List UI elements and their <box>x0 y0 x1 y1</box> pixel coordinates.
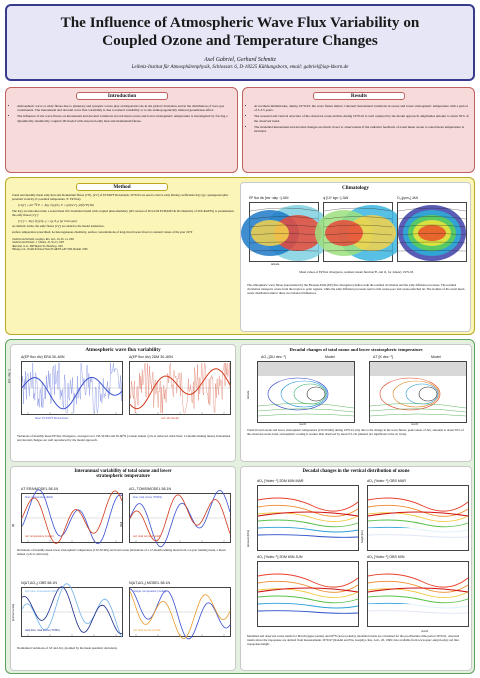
variability-box <box>10 344 236 462</box>
results-item: • The modelled interannual and decadal changes are much closer to observations if the radiative feedback of zonal mean ozone to zonal mean temperature is included. <box>254 125 471 133</box>
clim-panel <box>249 202 319 262</box>
interannual-panel-title: N(ΔT,ΔO₃) OBS 58.1N <box>21 581 58 585</box>
intro-item: • The influence of the wave fluxes on interannual and decadal variations in total mean ozone and lower stratospheric temperature is investigated by forcing a dynamically-chemically coupled 2D model with observed eddy heat and momentum fluxes. <box>17 114 234 122</box>
contour-line <box>368 505 468 516</box>
header-panel <box>5 4 475 81</box>
dec-left-contours <box>258 362 354 422</box>
dec-right-contours <box>370 362 466 422</box>
bottom-panel <box>5 339 475 674</box>
series-note: blue: total ozone (TOMS) <box>133 496 162 499</box>
var-right-plot <box>129 361 231 415</box>
climatology-caption: Mean values of EP flux divergence, residual stream function Ψ, and O₃ for January 1979-93. <box>299 270 414 274</box>
vertical-panel <box>367 561 469 627</box>
interannual-panel-title: ΔT ERA/MODEL 58.1N <box>21 487 59 491</box>
dec-left-ylabel: latitude <box>247 390 250 399</box>
var-left-plot <box>21 361 123 415</box>
series-note: blue: temperature (ERA) <box>25 496 54 499</box>
no-data-region <box>368 604 468 626</box>
contour-line <box>258 535 358 538</box>
contour-fill <box>418 225 446 241</box>
decadal-heading: Decadal changes of total ozone and lower stratospheric temperature <box>289 347 423 352</box>
series-note: dark blue: total ozone (TOMS) <box>25 629 60 632</box>
var-right-series <box>130 362 230 414</box>
vertical-contours <box>258 486 358 550</box>
clim-panel-title: EP flux div [ms⁻¹day⁻¹] JAN <box>249 196 289 200</box>
vertical-contours <box>258 562 358 626</box>
vertical-panel <box>257 485 359 551</box>
method-heading: Method <box>76 183 168 191</box>
var-left-title: Δ(EP flux div) ERA 30–60N <box>21 355 65 359</box>
interannual-caption1: Deviations of monthly mean lower stratospheric temperature (150-50 hPa) and total ozone (deviations of a 12-month running mean from a 4-year running mean, a mean annual cycle is removed). <box>17 548 226 556</box>
dec-right-title: ΔT [K dec⁻¹] <box>373 355 393 359</box>
var-legend-blue: blue: ECMWF ReAnalysis <box>35 416 69 420</box>
vertical-panel-title: dO₃ [%dec⁻¹] 2DM 60N MAR <box>257 479 304 483</box>
intro-item: • Atmospheric wave or eddy fluxes due to planetary and synoptic waves play an important role in the global circulation and in the distribution of trace gas constituents. The interannual and decadal wave flux variability is due to natural variability or to the anthropogenically induced greenhouse effect. <box>17 104 234 112</box>
variability-caption: Variations of monthly mean EP flux divergence, averaged over 150-50 hPa and 30-60°N (a mean annual cycle is removed, thick lines: 12-month running mean). Interannual and decadal changes are well reproduced by the model approach. <box>17 434 231 442</box>
dec-left-title: ΔO₃ [DU dec⁻¹] <box>261 355 286 359</box>
contour-line <box>258 505 358 516</box>
vertical-box <box>240 466 472 671</box>
shaded-region <box>258 362 354 376</box>
vertical-contours <box>368 486 468 550</box>
results-heading: Results <box>313 92 405 100</box>
interannual-box <box>10 466 236 671</box>
var-right-title: Δ(EP flux div) 2DM 30–60N <box>129 355 173 359</box>
interannual-ylabel: [DU] <box>120 521 123 527</box>
method-body <box>12 194 234 251</box>
climatology-heading: Climatology <box>341 185 370 191</box>
vertical-panel-title: dO₃ [%dec⁻¹] OBS 60N <box>367 555 405 559</box>
vertical-caption: Modelled and observed ozone trends for March (upper panels) and 60°N (lower panels); modelled trends are calculated for the pre-Pinatubo time period 1979-91, observed trends above the tropopause are derived from measurements 1979-97 (Randel and Wu, Geophys. Res. Lett., 26, 1999; data available from www.sparc.sunysb.edu); red line: tropopause height. <box>247 634 460 646</box>
decadal-box <box>240 344 472 462</box>
dec-left-xlabel: month <box>299 423 307 426</box>
method-ref: ¹Gabriel and Schmitz, Geophys. Res. Lett., 29, No. 14, 2002 <box>12 238 75 242</box>
contour-line <box>258 611 358 614</box>
contour-line <box>258 574 358 587</box>
dec-right-xlabel: month <box>411 423 419 426</box>
contour-line <box>258 603 358 608</box>
method-ref: ³Roeckner et al., MPI Report 93, Hamburg, 1992 <box>12 244 63 248</box>
results-panel <box>242 87 475 173</box>
method-eq1: [v'qy'] = ρ0⁻¹∇·E = -Kyy ∂[q]/∂y, E = (ρ0[u'v'], ρ0f[v'θ']/θz) <box>18 202 94 207</box>
method-eq2: [v'χ'] = -Kyy ∂[χ]/∂y, χ = qy, θ, μ (μ: trace gas) <box>18 218 77 223</box>
vertical-heading: Decadal changes in the vertical distribution of ozone <box>302 469 410 474</box>
dec-left-plot <box>257 361 355 423</box>
vert-ylabel-right: height [km] <box>361 530 364 543</box>
contour-line <box>258 498 358 511</box>
variability-heading: Atmospheric wave flux variability <box>85 347 161 353</box>
interannual-caption2: Normalized variations of ΔT and ΔO₃ (normed by the mean quadratic deviation). <box>17 646 118 650</box>
clim-panel <box>323 202 393 262</box>
series-note: orange: temperature (model) <box>133 590 167 593</box>
method-p1: Zonal and monthly mean eddy heat and momentum fluxes [v'θ'], [u'v'] of ECMWF ReAnalysis 1979-93 are used to derive eddy mixing coefficients Kyy (qy: quasigeostrophic potential vorticity, θ: potential temperature, E: EP flux): <box>12 193 229 201</box>
vertical-panel-title: dO₃ [%dec⁻¹] 2DM 60N JUN <box>257 555 303 559</box>
shaded-region <box>370 362 466 376</box>
intro-heading: Introduction <box>76 92 168 100</box>
clim-contours <box>398 203 466 261</box>
vertical-panel-title: dO₃ [%dec⁻¹] OBS MAR <box>367 479 406 483</box>
affiliation: Leibniz-Institut für Atmosphärenphysik, Schlossstr. 6, D-18225 Kühlungsborn, email: gabriel@iap-kborn.de <box>131 65 349 70</box>
no-data-region <box>368 528 468 550</box>
vertical-panel <box>367 485 469 551</box>
var-legend-red: red: 2D model <box>161 416 179 420</box>
clim-panel-title: O₃ [ppm₀] JAN <box>397 196 418 200</box>
contour-line <box>368 574 468 587</box>
method-p3: As diabatic terms, the eddy fluxes [v'χ'] are added to the model tendencies. <box>12 224 105 229</box>
dec-right-plot <box>369 361 467 423</box>
clim-contours <box>324 203 392 261</box>
interannual-panel-title: N(ΔT,ΔO₃) MODEL 58.1N <box>129 581 171 585</box>
series-note: red: temperature (model) <box>25 535 54 538</box>
clim-panel-title: ψ [10⁴ kgs⁻¹] JAN <box>323 196 349 200</box>
dec-right-tag: Model <box>431 355 441 359</box>
interannual-ylabel: [normed scale] <box>12 603 15 621</box>
intro-body <box>11 104 234 125</box>
vert-xlabel: month <box>421 630 429 633</box>
results-item: • The seasonal and vertical structure of the observed ozone decline during 1979-91 is well captured by the model approach; amplitudes amount to about 50% of the observed trend. <box>254 114 471 122</box>
series-line <box>130 495 230 541</box>
vertical-contours <box>368 562 468 626</box>
interannual-heading: Interannual variability of total ozone and lower stratospheric temperature <box>74 469 172 479</box>
method-p2: The Kyy are introduced into a zonal mean 2D circulation model with coupled photochemistry (2D version of 3D GCM ECHAM5 & 2D chemistry of SOCRATES) to parameterize the eddy fluxes [v'χ']: <box>12 208 235 217</box>
method-refs <box>12 238 234 251</box>
clim-panel <box>397 202 467 262</box>
series-line <box>22 587 122 634</box>
contour-line <box>368 498 468 511</box>
contour-line <box>258 527 358 532</box>
intro-panel <box>5 87 238 173</box>
interannual-panel-title: ΔO₃ TOMS/MODEL 58.1N <box>129 487 172 491</box>
contour-line <box>368 581 468 592</box>
dec-left-tag: Model <box>325 355 335 359</box>
var-left-series <box>22 362 122 414</box>
method-panel <box>5 177 475 335</box>
clim-xlabel: latitude <box>271 263 280 266</box>
series-note: red: total ozone (model) <box>133 629 161 632</box>
series-note: red: total ozone (model) <box>133 535 161 538</box>
contour-line <box>258 581 358 592</box>
method-ref: ²Gabriel and Schmitz, J. Climate, 16, No.15, 2003 <box>12 241 65 245</box>
climatology-box <box>240 182 471 332</box>
decadal-caption: Trend in total ozone and lower stratospheric temperature (150-50 hPa) during 1979-91 only due to the change in the wave fluxes; peak values of ΔO₃ amounts to about 50% of the observed ozone trend, stratospheric cooling is weaker than observed by about 0.5-1K (shaded: not significant at the 2σ level). <box>247 428 464 436</box>
poster-title: The Influence of Atmospheric Wave Flux Variability on Coupled Ozone and Temperature Changes <box>60 14 420 49</box>
vertical-panel <box>257 561 359 627</box>
interannual-ylabel: [K] <box>12 523 15 527</box>
results-item: • At northern midlatitudes, during 1979-93, the wave fluxes induce 'coherent' interannual variations in ozone and lower stratospheric temperature with a period of 3-3.5 years. <box>254 104 471 112</box>
authors: Axel Gabriel, Gerhard Schmitz <box>204 57 276 63</box>
results-body <box>248 104 471 135</box>
method-p4: surface temperature prescribed; no heterogeneous chemistry, surface concentrations of long-lived tracers fixed at constant values of the year 1979 <box>12 230 193 235</box>
method-ref: ⁴Huang et al., NCAR Technical Note NCAR/TN-440+STR, Boulder 1998 <box>12 247 88 251</box>
climatology-text: The atmospheric wave fluxes (represented by the Eliassen-Palm (EP) flux divergence) induce both the residual circulation and the eddy diffusion processes. The residual circulation transports ozone from the tropics to polar regions, while the eddy diffusion processes tend to mix ozone-poor and ozone-enriched air. The isolines of the zonal mean ozone distribution mirror these two balanced influences. <box>247 283 465 295</box>
vert-ylabel-left: pressure [hPa] <box>247 530 250 547</box>
series-note: light blue: temperature (ERA) <box>25 590 59 593</box>
clim-contours <box>250 203 318 261</box>
var-ylabel: [ms⁻¹day⁻¹] <box>8 369 11 383</box>
